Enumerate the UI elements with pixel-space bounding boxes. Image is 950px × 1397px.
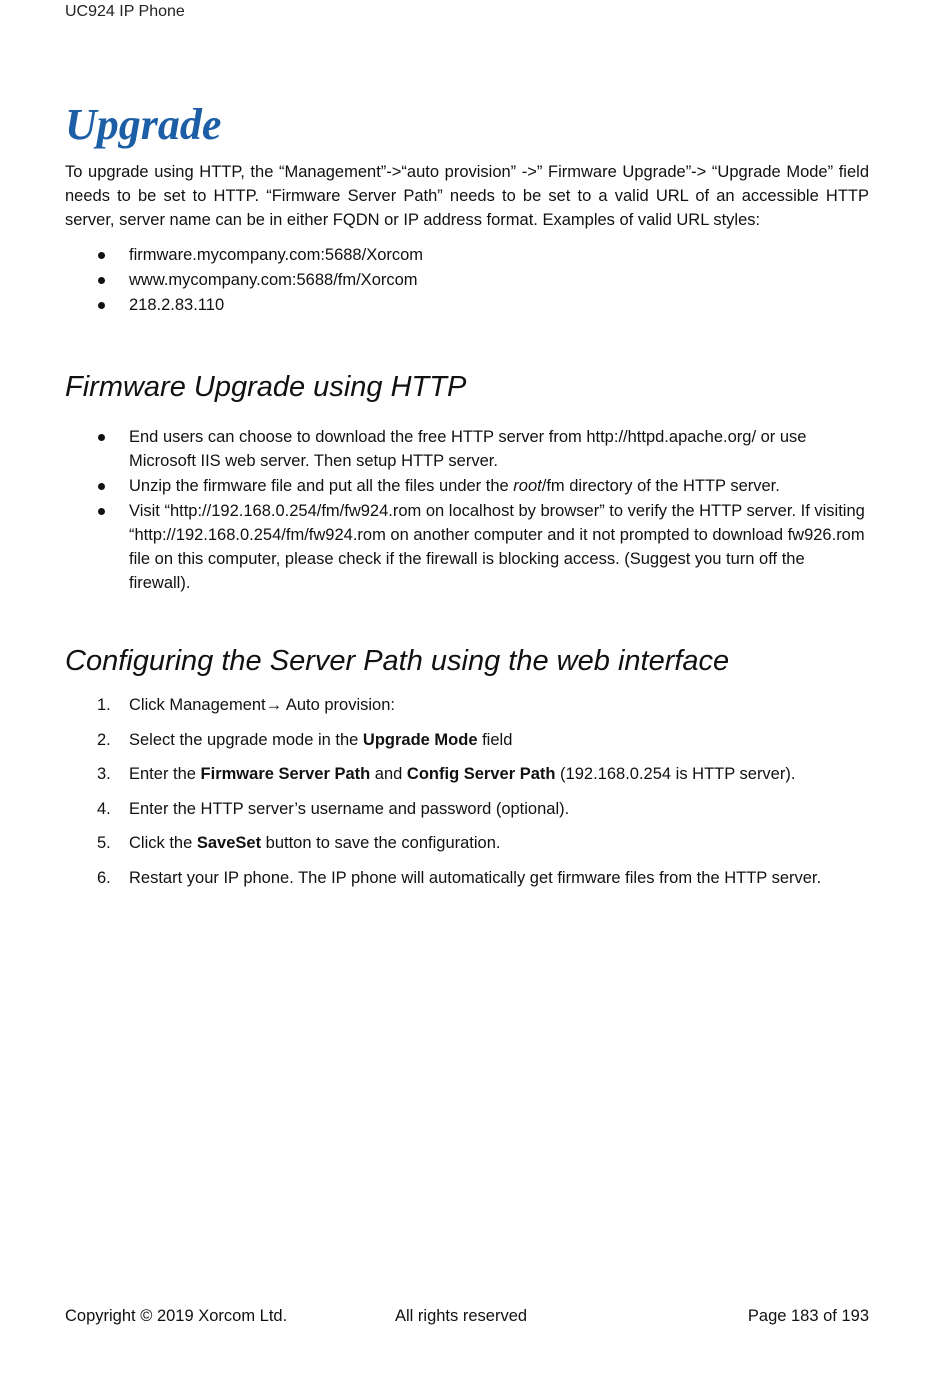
step-item [65,797,869,821]
url-example: www.mycompany.com:5688/fm/Xorcom [129,271,418,289]
saveset-term: SaveSet [196,834,262,852]
step-number: 2. [97,730,111,749]
section-title-firmware-http: Firmware Upgrade using HTTP [65,371,467,403]
configuration-steps-list [65,693,869,890]
step-item [65,693,869,717]
bullet-icon [98,508,105,515]
bullet-text: Visit “http://192.168.0.254/fm/fw924.rom on localhost by browser” to verify the HTTP server. If visiting “http://192.168.0.254/fm/fw924.rom on another computer and it not prompted to download fw926.rom file on this computer, please check if the firewall is blocking access. (Suggest you turn off the firewall). [129,502,865,592]
step-text-mid: and [370,765,407,783]
bullet-icon [98,252,105,259]
step-text: Click Management→ Auto provision: [129,696,395,714]
config-server-path-term: Config Server Path [406,765,556,783]
list-item [65,474,869,498]
bullet-text-pre: Unzip the firmware file and put all the files under the [129,477,514,495]
step-number: 1. [97,696,111,714]
page-footer [65,1307,869,1331]
step-text: Restart your IP phone. The IP phone will automatically get firmware files from the HTTP server. [129,868,822,887]
step-number: 4. [97,799,111,818]
url-examples-list [65,243,869,317]
running-header: UC924 IP Phone [65,3,185,20]
step-text-pre: Enter the [129,765,201,783]
list-item [65,293,869,317]
root-emphasis: root [513,477,542,495]
step-text: Enter the HTTP server’s username and password (optional). [129,799,570,818]
url-example: firmware.mycompany.com:5688/Xorcom [129,246,424,264]
footer-page-number: Page 183 of 193 [747,1307,869,1325]
bullet-text: End users can choose to download the free HTTP server from http://httpd.apache.org/ or use Microsoft IIS web server. Then setup HTTP server. [129,428,807,470]
page-content [65,96,869,900]
step-number: 6. [97,868,111,887]
step-item [65,762,869,786]
step-text-post: field [477,730,513,749]
footer-rights: All rights reserved [395,1307,528,1325]
list-item [65,499,869,595]
step-text-post: button to save the configuration. [261,834,501,852]
section-title-config-server-path: Configuring the Server Path using the web interface [65,645,730,677]
intro-paragraph: To upgrade using HTTP, the “Management”->“auto provision” ->” Firmware Upgrade”-> “Upgrade Mode” field needs to be set to HTTP. “Firmware Server Path” needs to be set to a valid URL of an accessible HTTP server, server name can be in either FQDN or IP address format. Examples of valid URL styles: [65,163,869,229]
bullet-icon [98,302,105,309]
step-text-post: (192.168.0.254 is HTTP server). [555,765,796,783]
section-title-upgrade: Upgrade [65,100,222,149]
footer-copyright: Copyright © 2019 Xorcom Ltd. [65,1307,288,1325]
bullet-icon [98,434,105,441]
list-item [65,268,869,292]
step-item [65,831,869,855]
step-number: 5. [97,834,111,852]
step-text-pre: Click the [129,834,197,852]
list-item [65,243,869,267]
upgrade-mode-term: Upgrade Mode [362,730,478,749]
firmware-server-path-term: Firmware Server Path [200,765,371,783]
step-number: 3. [97,765,111,783]
step-item [65,866,869,890]
bullet-text-post: /fm directory of the HTTP server. [541,477,780,495]
step-text-pre: Select the upgrade mode in the [129,730,363,749]
step-item [65,728,869,752]
list-item [65,425,869,473]
bullet-icon [98,277,105,284]
url-example: 218.2.83.110 [129,296,225,314]
bullet-icon [98,483,105,490]
http-steps-list [65,425,869,595]
